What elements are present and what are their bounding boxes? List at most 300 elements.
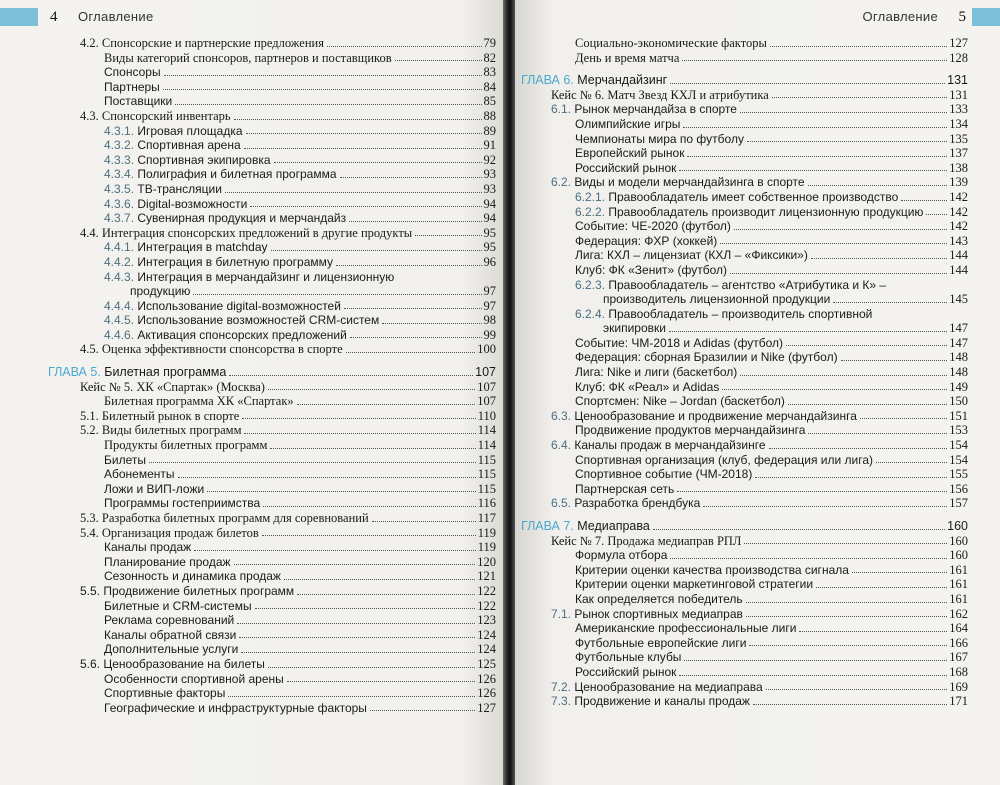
dot-leader [349, 221, 481, 222]
toc-entry [515, 680, 1000, 695]
toc-entry-title [575, 36, 767, 51]
toc-entry-number: 6.2.2. [575, 204, 606, 219]
toc-entry-title [575, 621, 796, 636]
toc-entry-title [575, 307, 872, 321]
toc-entry [0, 94, 503, 109]
book-gutter [503, 0, 515, 785]
toc-entry [0, 540, 503, 555]
toc-page-number: 171 [949, 694, 968, 709]
toc-entry-number: 4.4.5. [104, 313, 135, 328]
toc-entry [515, 380, 1000, 395]
toc-entry-text: Планирование продаж [104, 554, 231, 569]
toc-entry [0, 409, 503, 424]
toc-entry [0, 138, 503, 153]
toc-page-number: 91 [483, 138, 496, 153]
toc-page-number: 144 [949, 262, 968, 277]
toc-entry [515, 548, 1000, 563]
toc-entry-title [575, 423, 805, 438]
toc-entry [0, 555, 503, 570]
dot-leader [677, 491, 947, 492]
toc-entry-text: Кейс № 5. ХК «Спартак» (Москва) [80, 379, 265, 394]
toc-entry-text: Чемпионаты мира по футболу [575, 131, 744, 146]
toc-entry-text: Активация спонсорских предложений [134, 327, 347, 342]
dot-leader [164, 75, 482, 76]
toc-entry-text: Сувенирная продукция и мерчандайз [134, 211, 347, 226]
toc-page-number: 169 [949, 679, 968, 694]
toc-entry-title [575, 394, 785, 409]
toc-entry [0, 197, 503, 212]
toc-entry-text: Правообладатель имеет собственное производство [605, 189, 899, 204]
toc-entry [0, 182, 503, 197]
dot-leader [370, 710, 475, 711]
toc-entry-number: 4.4.4. [104, 298, 135, 313]
toc-entry-text: 5.6. Ценообразование на билеты [80, 656, 265, 671]
toc-page-number: 162 [949, 606, 968, 621]
toc-page-number: 148 [949, 365, 968, 380]
toc-entry-text: Интеграция в matchday [134, 240, 268, 255]
toc-entry-text: Как определяется победитель [575, 591, 743, 606]
toc-entry-text: Интеграция в мерчандайзинг и лицензионную [134, 269, 395, 284]
toc-entry [0, 65, 503, 80]
dot-leader [250, 206, 481, 207]
toc-entry-text: Спортивные факторы [104, 686, 226, 701]
dot-leader [683, 127, 947, 128]
toc-entry-text: Билетная программа [100, 365, 227, 380]
dot-leader [193, 294, 481, 295]
dot-leader [382, 323, 481, 324]
dot-leader [669, 331, 947, 332]
toc-page-number: 154 [949, 452, 968, 467]
toc-entry-text: 5.1. Билетный рынок в спорте [80, 408, 240, 423]
toc-entry [0, 313, 503, 328]
toc-entry [515, 132, 1000, 147]
toc-entry [515, 467, 1000, 482]
toc-page-number: 83 [483, 65, 496, 80]
toc-entry [0, 284, 503, 299]
toc-entry-title [575, 219, 731, 234]
toc-page-number: 93 [483, 181, 496, 196]
dot-leader [811, 258, 947, 259]
dot-leader [684, 660, 947, 661]
dot-leader [268, 389, 475, 390]
toc-entry [515, 161, 1000, 176]
toc-entry [0, 153, 503, 168]
toc-entry-text: Правообладатель производит лицензионную продукцию [605, 204, 924, 219]
dot-leader [670, 558, 947, 559]
toc-entry [0, 342, 503, 357]
toc-page-number: 119 [477, 525, 496, 540]
toc-page-number: 157 [949, 496, 968, 511]
toc-entry-text: Дополнительные услуги [104, 642, 239, 657]
dot-leader [730, 273, 947, 274]
toc-entry [0, 438, 503, 453]
toc-entry [0, 613, 503, 628]
toc-page-number: 161 [949, 577, 968, 592]
dot-leader [876, 462, 947, 463]
toc-entry-text: Федерация: ФХР (хоккей) [575, 233, 718, 248]
toc-entry [515, 336, 1000, 351]
toc-entry [515, 482, 1000, 497]
toc-entry-title [575, 336, 783, 351]
toc-page-number: 139 [949, 175, 968, 190]
toc-entry-number: 4.3.3. [104, 152, 135, 167]
toc-entry-title [575, 563, 849, 578]
toc-entry-text: Каналы продаж в мерчандайзинге [571, 438, 766, 453]
toc-page-number: 142 [949, 204, 968, 219]
toc-entry-text: Поставщики [104, 94, 173, 109]
toc-page-number: 107 [477, 379, 496, 394]
toc-page-number: 100 [477, 342, 496, 357]
toc-entry-text: Каналы обратной связи [104, 627, 237, 642]
toc-entry-text: Игровая площадка [134, 123, 243, 138]
toc-entry [0, 80, 503, 95]
toc-entry [515, 665, 1000, 680]
left-page-header [0, 6, 503, 28]
toc-entry [0, 270, 503, 285]
toc-entry-title [104, 313, 379, 328]
dot-leader [753, 704, 947, 705]
toc-page-number: 164 [949, 621, 968, 636]
toc-entry-title [104, 613, 234, 628]
toc-entry-title [521, 73, 667, 88]
dot-leader [679, 170, 947, 171]
toc-entry-text: 4.3. Спонсорский инвентарь [80, 108, 231, 123]
toc-entry [515, 248, 1000, 263]
toc-entry [515, 592, 1000, 607]
page-number: 4 [50, 9, 58, 25]
toc-page-number: 89 [483, 123, 496, 138]
toc-page-number: 107 [477, 394, 496, 409]
toc-entry-number: 6.3. [551, 408, 572, 423]
toc-entry-text: Спортсмен: Nike – Jordan (баскетбол) [575, 394, 785, 409]
toc-entry [0, 701, 503, 716]
toc-entry-text: Спортивная организация (клуб, федерация или лига) [575, 452, 874, 467]
toc-entry-text: Особенности спортивной арены [104, 671, 284, 686]
toc-entry-number: 4.3.1. [104, 123, 135, 138]
toc-entry-title [104, 496, 260, 511]
toc-entry-title [80, 657, 265, 672]
toc-entry-text: Медиаправа [573, 519, 650, 533]
toc-entry-text: 5.5. Продвижение билетных программ [80, 583, 295, 598]
toc-entry-title [104, 701, 367, 716]
toc-entry [515, 234, 1000, 249]
toc-entry-title [80, 342, 343, 357]
toc-page-number: 79 [483, 36, 496, 50]
toc-chapter-entry [0, 365, 503, 380]
toc-entry-title [80, 380, 265, 395]
toc-entry-title [104, 167, 337, 182]
toc-entry-text: Абонементы [104, 467, 175, 482]
toc-entry [515, 175, 1000, 190]
table-of-contents-left [0, 36, 503, 715]
toc-entry-title [551, 88, 769, 103]
toc-entry-text: Российский рынок [575, 664, 677, 679]
toc-entry-title [104, 555, 231, 570]
toc-page-number: 114 [477, 423, 496, 438]
dot-leader [234, 564, 476, 565]
dot-leader [799, 631, 947, 632]
toc-entry-title [80, 36, 324, 51]
dot-leader [722, 389, 947, 390]
toc-page-number: 144 [949, 248, 968, 263]
dot-leader [297, 404, 476, 405]
header-color-tab [972, 8, 1000, 26]
toc-entry [515, 453, 1000, 468]
dot-leader [149, 462, 476, 463]
toc-entry [0, 124, 503, 139]
dot-leader [687, 156, 947, 157]
toc-entry-title [48, 365, 226, 380]
toc-entry-text: Билетные и CRM-системы [104, 598, 252, 613]
toc-entry [0, 51, 503, 66]
dot-leader [769, 448, 948, 449]
toc-entry-title [575, 548, 667, 563]
toc-page-number: 85 [483, 94, 496, 109]
toc-entry-text: Клуб: ФК «Реал» и Adidas [575, 379, 720, 394]
toc-entry-number: 6.1. [551, 102, 572, 117]
dot-leader [901, 200, 947, 201]
toc-entry [515, 650, 1000, 665]
running-title: Оглавление [78, 9, 154, 24]
toc-page-number: 114 [477, 438, 496, 453]
toc-entry-text: Программы гостеприимства [104, 496, 261, 511]
dot-leader [327, 46, 482, 47]
toc-entry [0, 482, 503, 497]
dot-leader [163, 89, 482, 90]
toc-entry-title [104, 153, 271, 168]
toc-page-number: 156 [949, 481, 968, 496]
toc-entry [515, 496, 1000, 511]
toc-entry-title [575, 350, 838, 365]
toc-entry [0, 255, 503, 270]
toc-entry-title [575, 453, 873, 468]
dot-leader [744, 543, 947, 544]
toc-entry-title [104, 182, 222, 197]
toc-entry-text: Футбольные европейские лиги [575, 635, 747, 650]
toc-page-number: 134 [949, 116, 968, 131]
toc-page-number: 168 [949, 664, 968, 679]
dot-leader [287, 681, 475, 682]
toc-entry-text: Ценообразование и продвижение мерчандайзинга [571, 408, 857, 423]
toc-entry-text: Разработка брендбука [571, 496, 701, 511]
toc-page-number: 161 [949, 562, 968, 577]
dot-leader [241, 652, 475, 653]
toc-entry-title [575, 380, 719, 395]
toc-page-number: 96 [483, 254, 496, 269]
toc-entry-text: Социально-экономические факторы [575, 36, 767, 50]
toc-entry-title [551, 102, 737, 117]
toc-entry-title [575, 467, 752, 482]
toc-entry [0, 686, 503, 701]
toc-page-number: 167 [949, 650, 968, 665]
toc-entry-text: Ложи и ВИП-ложи [104, 481, 205, 496]
toc-page-number: 135 [949, 131, 968, 146]
toc-page-number: 166 [949, 635, 968, 650]
toc-entry [515, 636, 1000, 651]
toc-page-number: 153 [949, 423, 968, 438]
toc-entry-title [551, 680, 763, 695]
toc-page-number: 160 [947, 519, 968, 533]
toc-entry [515, 36, 1000, 51]
toc-entry-title [80, 109, 231, 124]
toc-entry-text: Билеты [104, 452, 146, 467]
toc-entry-text: Европейский рынок [575, 146, 685, 161]
toc-entry [0, 511, 503, 526]
toc-entry-number: 7.2. [551, 679, 572, 694]
toc-entry-text: Продвижение и каналы продаж [571, 694, 750, 709]
toc-entry-text: продукцию [130, 284, 191, 299]
toc-entry-number: 6.4. [551, 438, 572, 453]
toc-entry [0, 569, 503, 584]
toc-entry-number: 6.2.3. [575, 277, 606, 292]
toc-page-number: 150 [949, 394, 968, 409]
toc-entry-text: 5.4. Организация продаж билетов [80, 525, 259, 540]
toc-entry-title [551, 175, 805, 190]
toc-entry-title [104, 124, 243, 139]
dot-leader [350, 337, 482, 338]
toc-page-number: 124 [477, 642, 496, 657]
toc-entry [515, 51, 1000, 66]
dot-leader [746, 616, 947, 617]
toc-entry-title [104, 642, 238, 657]
toc-entry-title [603, 321, 666, 336]
toc-entry-text: Российский рынок [575, 160, 677, 175]
toc-entry-title [104, 328, 347, 343]
toc-entry-title [104, 686, 225, 701]
toc-page-number: 147 [949, 335, 968, 350]
toc-entry-text: Событие: ЧЕ-2020 (футбол) [575, 219, 731, 234]
toc-entry-text: Событие: ЧМ-2018 и Adidas (футбол) [575, 335, 783, 350]
dot-leader [336, 265, 481, 266]
toc-entry-text: производитель лицензионной продукции [603, 292, 831, 307]
toc-entry [0, 599, 503, 614]
toc-page-number: 95 [483, 240, 496, 255]
toc-entry-text: Рынок спортивных медиаправ [571, 606, 743, 621]
toc-page-number: 82 [483, 50, 496, 65]
toc-page-number: 161 [949, 591, 968, 606]
toc-entry-number: 6.2. [551, 175, 572, 190]
dot-leader [207, 491, 476, 492]
dot-leader [237, 623, 475, 624]
toc-entry-number: 7.3. [551, 694, 572, 709]
toc-page-number: 160 [949, 548, 968, 563]
toc-page-number: 94 [483, 196, 496, 211]
toc-chapter-entry [515, 73, 1000, 88]
toc-page-number: 84 [483, 79, 496, 94]
toc-entry-text: Реклама соревнований [104, 613, 235, 628]
toc-entry-title [551, 607, 743, 622]
toc-entry-title [104, 482, 204, 497]
toc-entry [0, 628, 503, 643]
toc-entry [515, 292, 1000, 307]
dot-leader [271, 250, 482, 251]
toc-page-number: 145 [949, 292, 968, 307]
toc-entry-number: 7.1. [551, 606, 572, 621]
toc-page-number: 127 [477, 700, 496, 715]
toc-entry-title [551, 534, 741, 549]
toc-page-number: 149 [949, 379, 968, 394]
toc-entry-title [80, 226, 412, 241]
toc-entry-number: 6.2.1. [575, 189, 606, 204]
dot-leader [346, 352, 476, 353]
toc-entry-title [80, 409, 239, 424]
toc-entry-title [104, 51, 392, 66]
toc-page-number: 142 [949, 189, 968, 204]
toc-entry [0, 642, 503, 657]
toc-entry-text: Критерии оценки маркетинговой стратегии [575, 577, 814, 592]
toc-entry-text: День и время матча [575, 50, 680, 65]
toc-entry-number: 4.3.2. [104, 138, 135, 153]
toc-page-number: 121 [477, 569, 496, 584]
toc-entry-title [551, 694, 750, 709]
dot-leader [703, 506, 947, 507]
toc-entry-title [575, 278, 886, 292]
toc-page-number: 143 [949, 233, 968, 248]
toc-entry-title [130, 284, 190, 299]
toc-entry-text: Полиграфия и билетная программа [134, 167, 337, 182]
toc-entry-title [104, 197, 247, 212]
toc-entry-number: 4.4.6. [104, 327, 135, 342]
toc-entry-text: 5.3. Разработка билетных программ для соревнований [80, 511, 369, 525]
dot-leader [297, 594, 475, 595]
dot-leader [749, 645, 947, 646]
toc-page-number: 120 [477, 554, 496, 569]
toc-entry-text: Лига: Nike и лиги (баскетбол) [575, 365, 738, 380]
toc-entry-title [104, 540, 191, 555]
toc-entry-title [575, 665, 676, 680]
toc-page-number: 94 [483, 211, 496, 226]
toc-entry-text: Продвижение продуктов мерчандайзинга [575, 423, 806, 438]
toc-entry-number: 4.4.2. [104, 254, 135, 269]
toc-entry-title [575, 365, 737, 380]
dot-leader [228, 696, 475, 697]
right-page-header [515, 6, 1000, 28]
toc-entry [515, 263, 1000, 278]
toc-entry-text: Сезонность и динамика продаж [104, 569, 281, 584]
toc-page-number: 133 [949, 102, 968, 117]
toc-entry [515, 278, 1000, 293]
dot-leader [270, 448, 475, 449]
toc-entry [515, 423, 1000, 438]
toc-entry [515, 102, 1000, 117]
dot-leader [788, 404, 947, 405]
toc-entry [515, 621, 1000, 636]
page-number: 5 [958, 9, 966, 25]
toc-entry-text: 4.2. Спонсорские и партнерские предложения [80, 36, 324, 50]
dot-leader [808, 185, 948, 186]
dot-leader [244, 433, 475, 434]
dot-leader [852, 572, 947, 573]
toc-page-number: 128 [949, 50, 968, 65]
toc-entry [0, 167, 503, 182]
toc-entry-title [521, 519, 650, 534]
toc-entry-number: ГЛАВА 6. [521, 73, 574, 88]
toc-entry-title [575, 650, 681, 665]
dot-leader [808, 433, 947, 434]
dot-leader [682, 60, 947, 61]
toc-entry [515, 190, 1000, 205]
toc-entry-text: Клуб: ФК «Зенит» (футбол) [575, 262, 728, 277]
toc-page-number: 116 [477, 496, 496, 511]
toc-entry-title [603, 292, 830, 307]
toc-entry-title [80, 526, 259, 541]
toc-entry-title [104, 672, 284, 687]
toc-entry [0, 380, 503, 395]
toc-entry-text: Критерии оценки качества производства сигнала [575, 562, 849, 577]
toc-page-number: 119 [477, 540, 496, 555]
toc-page-number: 115 [477, 481, 496, 496]
toc-entry [0, 584, 503, 599]
